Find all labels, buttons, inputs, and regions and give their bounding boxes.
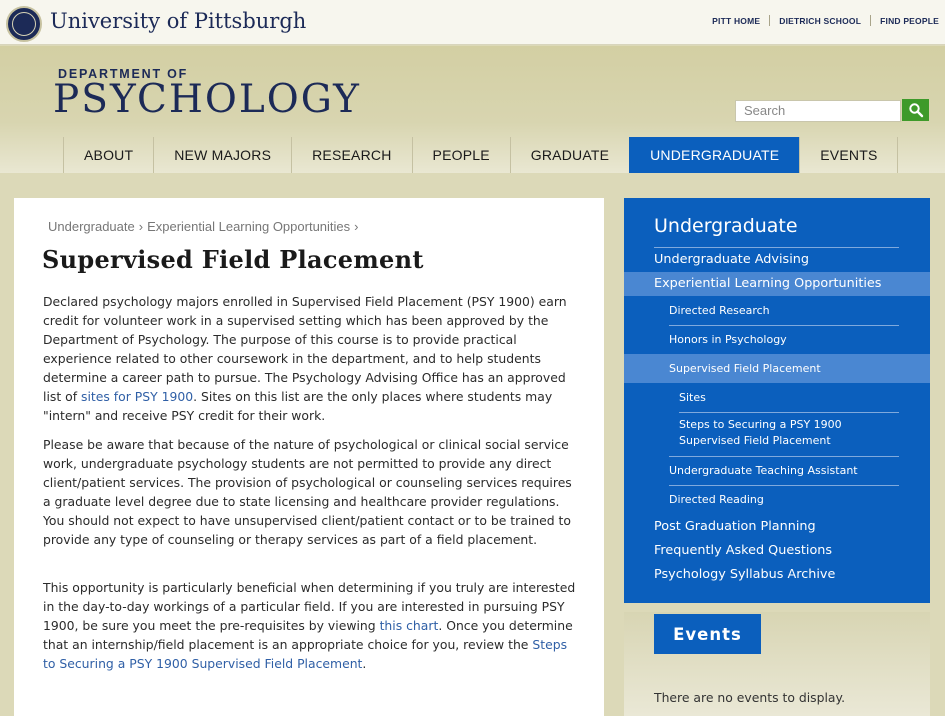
- top-bar: [0, 0, 945, 45]
- opportunity-text-3: .: [362, 656, 367, 671]
- events-empty-message: There are no events to display.: [654, 690, 846, 705]
- this-chart-link[interactable]: this chart: [379, 618, 439, 633]
- sidebar-item-post-graduation[interactable]: Post Graduation Planning: [654, 519, 816, 534]
- sidebar-item-syllabus-archive[interactable]: Psychology Syllabus Archive: [654, 567, 836, 582]
- search-icon: [908, 102, 924, 118]
- sidebar-nav: [624, 198, 930, 603]
- pitt-seal-icon[interactable]: [6, 6, 42, 42]
- sidebar-item-undergraduate-advising[interactable]: Undergraduate Advising: [654, 252, 810, 267]
- site-header: [0, 46, 945, 173]
- divider: [769, 15, 770, 26]
- nav-about[interactable]: ABOUT: [63, 137, 153, 173]
- sidebar-title[interactable]: Undergraduate: [654, 215, 798, 237]
- department-name[interactable]: PSYCHOLOGY: [53, 77, 361, 122]
- breadcrumb-undergraduate[interactable]: Undergraduate: [48, 219, 135, 234]
- divider: [870, 15, 871, 26]
- sidebar-item-faq[interactable]: Frequently Asked Questions: [654, 543, 833, 558]
- dietrich-school-link[interactable]: DIETRICH SCHOOL: [779, 15, 862, 26]
- sidebar-item-teaching-assistant[interactable]: Undergraduate Teaching Assistant: [669, 464, 858, 477]
- nav-undergraduate[interactable]: UNDERGRADUATE: [629, 137, 799, 173]
- page-title: Supervised Field Placement: [42, 245, 424, 274]
- divider: [679, 412, 899, 413]
- find-people-link[interactable]: FIND PEOPLE: [880, 15, 939, 26]
- breadcrumb-separator: ›: [354, 219, 359, 234]
- events-panel: [624, 612, 930, 716]
- paragraph-intro: [43, 292, 578, 425]
- intro-text-2: . Sites on this list are the only places where students may "intern" and receive PSY credit for their work.: [43, 389, 553, 423]
- paragraph-restrictions: Please be aware that because of the nature of psychological or clinical social service work, undergraduate psychology students are not permitted to provide any direct client/patient services. The provision of psychological or counseling services requires a graduate level degree due to state licensing and healthcare provider regulations. You should not expect to have unsupervised client/patient contact or to be trained to provide any type of counseling or therapy services as part of a field placement.: [43, 437, 572, 547]
- sidebar-item-steps[interactable]: Steps to Securing a PSY 1900 Supervised Field Placement: [679, 418, 842, 447]
- sites-link[interactable]: sites for PSY 1900: [81, 389, 194, 404]
- sidebar-item-directed-reading[interactable]: Directed Reading: [669, 493, 764, 506]
- paragraph-opportunity: [43, 578, 578, 673]
- nav-events[interactable]: EVENTS: [799, 137, 898, 173]
- steps-link[interactable]: Steps to Securing a PSY 1900 Supervised Field Placement: [43, 637, 568, 671]
- nav-research[interactable]: RESEARCH: [291, 137, 411, 173]
- nav-people[interactable]: PEOPLE: [412, 137, 510, 173]
- sidebar-item-honors[interactable]: Honors in Psychology: [669, 333, 787, 346]
- sidebar-item-directed-research[interactable]: Directed Research: [669, 304, 770, 317]
- department-prefix: DEPARTMENT OF: [58, 67, 189, 81]
- sidebar-item-sites[interactable]: Sites: [679, 391, 706, 404]
- nav-graduate[interactable]: GRADUATE: [510, 137, 629, 173]
- opportunity-text-2: . Once you determine that an internship/field placement is an appropriate choice for you, review the: [43, 618, 573, 652]
- breadcrumb: [48, 219, 363, 234]
- main-content: [14, 198, 604, 716]
- university-name-link[interactable]: University of Pittsburgh: [50, 9, 307, 33]
- opportunity-text: This opportunity is particularly beneficial when determining if you truly are interested in the day-to-day workings of a particular field. If you are interested in pursuing PSY 1900, be sure you meet the pre-requisites by viewing: [43, 580, 576, 633]
- sidebar-item-supervised-field-placement[interactable]: Supervised Field Placement: [624, 354, 930, 383]
- nav-new-majors[interactable]: NEW MAJORS: [153, 137, 291, 173]
- main-nav: [63, 137, 898, 173]
- search-button[interactable]: [902, 99, 929, 121]
- utility-links: [712, 15, 939, 26]
- sidebar-item-experiential-learning[interactable]: Experiential Learning Opportunities: [624, 272, 930, 296]
- pitt-home-link[interactable]: PITT HOME: [712, 15, 761, 26]
- search-input[interactable]: Search: [735, 100, 901, 122]
- breadcrumb-experiential[interactable]: Experiential Learning Opportunities: [147, 219, 351, 234]
- events-title: Events: [654, 614, 761, 654]
- intro-text: Declared psychology majors enrolled in Supervised Field Placement (PSY 1900) earn credit for volunteer work in a supervised setting which has been approved by the Department of Psychology. The purpose of this course is to provide practical experience related to other coursework in the department, and to help students determine a career path to pursue. The Psychology Advising Office has an approved list of: [43, 294, 567, 404]
- breadcrumb-separator: ›: [138, 219, 144, 234]
